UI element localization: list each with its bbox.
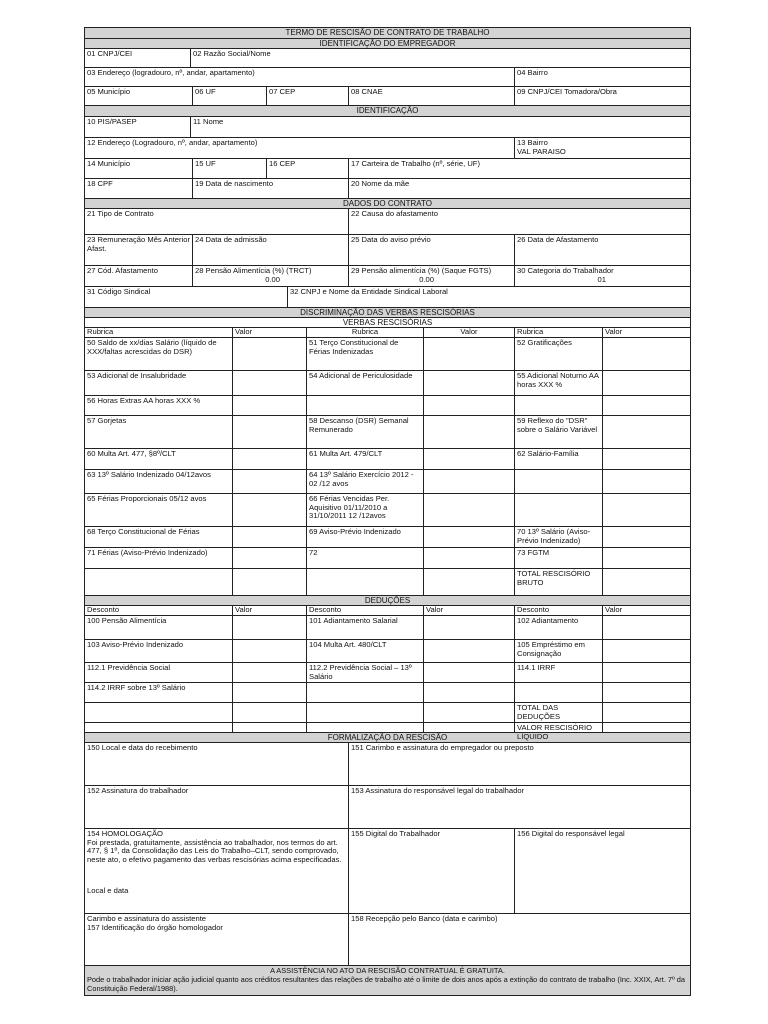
field-17-carteira[interactable] xyxy=(349,159,690,179)
field-03-endereco[interactable] xyxy=(85,68,515,87)
verbas-section-header: DISCRIMINAÇÃO DAS VERBAS RESCISÓRIAS xyxy=(85,308,690,318)
verba-v54[interactable]: 54 Adicional de Periculosidade xyxy=(307,371,424,396)
verba-empty-cell[interactable] xyxy=(515,396,603,416)
field-label: 05 Município xyxy=(87,87,131,96)
field-157-orgao-homologador[interactable] xyxy=(85,914,349,966)
field-label: 153 Assinatura do responsável legal do trabalhador xyxy=(351,786,525,795)
verba-empty-cell[interactable] xyxy=(307,396,424,416)
deducao-value-cell[interactable] xyxy=(424,640,515,663)
verba-value-cell[interactable] xyxy=(424,396,515,416)
field-label: 152 Assinatura do trabalhador xyxy=(87,786,189,795)
verba-v59[interactable]: 59 Reflexo do "DSR" sobre o Salário Variável xyxy=(515,416,603,449)
footer-notice xyxy=(85,966,690,995)
verba-value-cell[interactable] xyxy=(233,371,307,396)
field-24-admissao[interactable] xyxy=(193,235,349,266)
deducao-value-cell[interactable] xyxy=(233,640,307,663)
field-label: 32 CNPJ e Nome da Entidade Sindical Laboral xyxy=(290,287,448,296)
field-151-carimbo-empregador[interactable] xyxy=(349,743,690,786)
field-20-nome-mae[interactable] xyxy=(349,179,690,199)
field-label: 27 Cód. Afastamento xyxy=(87,266,158,275)
verba-v66[interactable]: 66 Férias Vencidas Per. Aquisitivo 01/11/2010 a 31/10/2011 12 /12avos xyxy=(307,494,424,527)
verba-value-cell[interactable] xyxy=(603,569,690,596)
field-06-uf[interactable] xyxy=(193,87,267,106)
col-desconto: Desconto xyxy=(85,606,233,616)
field-13-bairro[interactable] xyxy=(515,138,690,159)
col-valor: Valor xyxy=(233,606,307,616)
field-29-pensao-fgts[interactable] xyxy=(349,266,515,287)
field-label: 01 CNPJ/CEI xyxy=(87,49,133,58)
pensao-fgts-value: 0.00 xyxy=(419,274,434,284)
field-12-endereco[interactable] xyxy=(85,138,515,159)
verba-value-cell[interactable] xyxy=(603,338,690,371)
field-158-recepcao-banco[interactable] xyxy=(349,914,690,966)
worker-section-header: IDENTIFICAÇÃO xyxy=(85,106,690,117)
col-desconto: Desconto xyxy=(307,606,424,616)
deducao-empty-cell[interactable] xyxy=(307,683,424,703)
field-153-responsavel-legal[interactable] xyxy=(349,786,690,829)
verba-value-cell[interactable] xyxy=(603,396,690,416)
verba-value-cell[interactable] xyxy=(424,548,515,569)
verba-value-cell[interactable] xyxy=(233,494,307,527)
verba-v64[interactable]: 64 13º Salário Exercício 2012 - 02 /12 avos xyxy=(307,470,424,494)
field-label: 06 UF xyxy=(195,87,216,96)
field-label: 12 Endereço (Logradouro, nº, andar, apartamento) xyxy=(87,138,258,147)
field-label: 25 Data do aviso prévio xyxy=(351,235,431,244)
verba-value-cell[interactable] xyxy=(233,569,307,596)
field-label: 31 Código Sindical xyxy=(87,287,151,296)
verba-empty-cell[interactable] xyxy=(515,470,603,494)
deducao-value-cell[interactable] xyxy=(603,616,690,640)
field-11-nome[interactable] xyxy=(191,117,690,138)
field-label: 09 CNPJ/CEI Tomadora/Obra xyxy=(517,87,617,96)
verba-v55[interactable]: 55 Adicional Noturno AA horas XXX % xyxy=(515,371,603,396)
verba-value-cell[interactable] xyxy=(424,569,515,596)
deducao-value-cell[interactable] xyxy=(603,640,690,663)
deducao-value-cell[interactable] xyxy=(603,683,690,703)
verba-empty-cell[interactable] xyxy=(307,569,424,596)
field-152-assinatura-trabalhador[interactable] xyxy=(85,786,349,829)
verba-v73[interactable]: 73 FGTM xyxy=(515,548,603,569)
col-valor: Valor xyxy=(424,328,515,338)
field-22-causa[interactable] xyxy=(349,209,690,235)
verba-v62[interactable]: 62 Salário-Família xyxy=(515,449,603,470)
deducao-d101[interactable]: 101 Adiantamento Salarial xyxy=(307,616,424,640)
verba-empty-cell[interactable] xyxy=(85,569,233,596)
categoria-value: 01 xyxy=(597,274,606,284)
verba-v52[interactable]: 52 Gratificações xyxy=(515,338,603,371)
deducao-d112-1[interactable]: 112.1 Previdência Social xyxy=(85,663,233,683)
field-label: 24 Data de admissão xyxy=(195,235,267,244)
verba-v68[interactable]: 68 Terço Constitucional de Férias xyxy=(85,527,233,548)
verba-v60[interactable]: 60 Multa Art. 477, §8º/CLT xyxy=(85,449,233,470)
field-label: 155 Digital do Trabalhador xyxy=(351,829,441,838)
formalizacao-section-header: FORMALIZAÇÃO DA RESCISÃO xyxy=(85,733,690,743)
deducao-d114-2[interactable]: 114.2 IRRF sobre 13º Salário xyxy=(85,683,233,703)
field-label: 08 CNAE xyxy=(351,87,383,96)
deducao-empty-cell[interactable] xyxy=(307,723,424,733)
field-155-digital-trabalhador[interactable] xyxy=(349,829,515,914)
verba-v57[interactable]: 57 Gorjetas xyxy=(85,416,233,449)
verba-value-cell[interactable] xyxy=(424,416,515,449)
col-valor: Valor xyxy=(603,606,690,616)
footer-text: Pode o trabalhador iniciar ação judicial quanto aos créditos resultantes das relações de trabalho até o limite de dois anos após a extinção do contrato de trabalho (Inc. XXIX, Art. 7º da Constituição Federal/1988). xyxy=(87,975,686,993)
deducao-value-cell[interactable] xyxy=(424,616,515,640)
field-154-homologacao[interactable] xyxy=(85,829,349,914)
verba-value-cell[interactable] xyxy=(233,548,307,569)
field-08-cnae[interactable] xyxy=(349,87,515,106)
form-title: TERMO DE RESCISÃO DE CONTRATO DE TRABALHO xyxy=(85,28,690,39)
field-label: 21 Tipo de Contrato xyxy=(87,209,154,218)
field-label: 23 Remuneração Mês Anterior Afast. xyxy=(87,235,190,253)
col-valor: Valor xyxy=(233,328,307,338)
col-rubrica: Rubrica xyxy=(307,328,424,338)
verba-value-cell[interactable] xyxy=(233,449,307,470)
verba-value-cell[interactable] xyxy=(233,527,307,548)
verba-empty-cell[interactable] xyxy=(515,494,603,527)
deducao-value-cell[interactable] xyxy=(603,663,690,683)
field-09-cnpj-tomadora[interactable] xyxy=(515,87,690,106)
field-19-nascimento[interactable] xyxy=(193,179,349,199)
field-04-bairro[interactable] xyxy=(515,68,690,87)
field-label: 07 CEP xyxy=(269,87,296,96)
verba-v53[interactable]: 53 Adicional de Insalubridade xyxy=(85,371,233,396)
deducao-value-cell[interactable] xyxy=(603,723,690,733)
field-25-aviso-previo[interactable] xyxy=(349,235,515,266)
verba-value-cell[interactable] xyxy=(424,470,515,494)
deducao-d103[interactable]: 103 Aviso-Prévio Indenizado xyxy=(85,640,233,663)
field-31-codigo-sindical[interactable] xyxy=(85,287,288,308)
deducao-value-cell[interactable] xyxy=(424,663,515,683)
field-07-cep[interactable] xyxy=(267,87,349,106)
col-valor: Valor xyxy=(603,328,690,338)
field-label: 150 Local e data do recebimento xyxy=(87,743,198,752)
verba-value-cell[interactable] xyxy=(233,470,307,494)
verba-v70[interactable]: 70 13º Salário (Aviso-Prévio Indenizado) xyxy=(515,527,603,548)
field-02-razao-social[interactable] xyxy=(191,49,690,68)
verba-v56[interactable]: 56 Horas Extras AA horas XXX % xyxy=(85,396,233,416)
deducao-d100[interactable]: 100 Pensão Alimentícia xyxy=(85,616,233,640)
field-label: 03 Endereço (logradouro, nº, andar, apartamento) xyxy=(87,68,255,77)
field-150-local-data[interactable] xyxy=(85,743,349,786)
carimbo-assistente-label: Carimbo e assinatura do assistente xyxy=(87,914,207,923)
verba-v51[interactable]: 51 Terço Constitucional de Férias Indenizadas xyxy=(307,338,424,371)
field-05-municipio[interactable] xyxy=(85,87,193,106)
field-label: 10 PIS/PASEP xyxy=(87,117,137,126)
field-label: 04 Bairro xyxy=(517,68,548,77)
verba-total-bruto[interactable]: TOTAL RESCISÓRIO BRUTO xyxy=(515,569,603,596)
field-21-tipo-contrato[interactable] xyxy=(85,209,349,235)
deducao-value-cell[interactable] xyxy=(424,683,515,703)
verba-value-cell[interactable] xyxy=(603,371,690,396)
local-data-label: Local e data xyxy=(87,886,129,895)
contract-section-header: DADOS DO CONTRATO xyxy=(85,199,690,209)
field-label: 02 Razão Social/Nome xyxy=(193,49,271,58)
deducao-d114-1[interactable]: 114.1 IRRF xyxy=(515,663,603,683)
field-32-entidade-sindical[interactable] xyxy=(288,287,690,308)
deducao-value-cell[interactable] xyxy=(233,723,307,733)
deducao-d102[interactable]: 102 Adiantamento xyxy=(515,616,603,640)
deducao-empty-cell[interactable] xyxy=(85,703,233,723)
field-label: 30 Categoria do Trabalhador xyxy=(517,266,614,275)
field-18-cpf[interactable] xyxy=(85,179,193,199)
deducao-value-cell[interactable] xyxy=(233,683,307,703)
bairro-value: VAL PARAISO xyxy=(517,146,566,156)
field-label: 156 Digital do responsável legal xyxy=(517,829,625,838)
deducao-valor-liquido[interactable]: VALOR RESCISÓRIO LÍQUIDO xyxy=(515,723,603,733)
field-30-categoria[interactable] xyxy=(515,266,690,287)
deducao-value-cell[interactable] xyxy=(424,703,515,723)
verba-value-cell[interactable] xyxy=(603,416,690,449)
field-label: 14 Município xyxy=(87,159,131,168)
deducao-empty-cell[interactable] xyxy=(307,703,424,723)
deducao-d112-2[interactable]: 112.2 Previdência Social – 13º Salário xyxy=(307,663,424,683)
verba-value-cell[interactable] xyxy=(233,396,307,416)
verba-v58[interactable]: 58 Descanso (DSR) Semanal Remunerado xyxy=(307,416,424,449)
deducao-empty-cell[interactable] xyxy=(85,723,233,733)
field-15-uf[interactable] xyxy=(193,159,267,179)
pensao-trct-value: 0.00 xyxy=(265,274,280,284)
verba-value-cell[interactable] xyxy=(424,494,515,527)
verba-v50[interactable]: 50 Saldo de xx/dias Salário (líquido de XXX/faltas acrescidas do DSR) xyxy=(85,338,233,371)
trct-form xyxy=(84,27,691,996)
verba-value-cell[interactable] xyxy=(603,548,690,569)
deducao-empty-cell[interactable] xyxy=(515,683,603,703)
verba-value-cell[interactable] xyxy=(603,449,690,470)
field-14-municipio[interactable] xyxy=(85,159,193,179)
field-156-digital-responsavel[interactable] xyxy=(515,829,690,914)
verba-value-cell[interactable] xyxy=(424,371,515,396)
col-rubrica: Rubrica xyxy=(515,328,603,338)
field-27-cod-afastamento[interactable] xyxy=(85,266,193,287)
col-desconto: Desconto xyxy=(515,606,603,616)
field-label: 13 Bairro xyxy=(517,138,548,147)
field-01-cnpj[interactable] xyxy=(85,49,191,68)
deducao-value-cell[interactable] xyxy=(424,723,515,733)
verba-value-cell[interactable] xyxy=(603,494,690,527)
verba-value-cell[interactable] xyxy=(603,527,690,548)
homologacao-title: 154 HOMOLOGAÇÃO xyxy=(87,829,163,838)
deducao-value-cell[interactable] xyxy=(233,703,307,723)
deducao-value-cell[interactable] xyxy=(603,703,690,723)
verba-value-cell[interactable] xyxy=(424,449,515,470)
verba-v71[interactable]: 71 Férias (Aviso-Prévio Indenizado) xyxy=(85,548,233,569)
field-16-cep[interactable] xyxy=(267,159,349,179)
deducao-value-cell[interactable] xyxy=(233,663,307,683)
deducoes-section-header: DEDUÇÕES xyxy=(85,596,690,606)
verba-value-cell[interactable] xyxy=(603,470,690,494)
field-label: 158 Recepção pelo Banco (data e carimbo) xyxy=(351,914,498,923)
verba-value-cell[interactable] xyxy=(233,416,307,449)
field-label: 15 UF xyxy=(195,159,216,168)
field-26-afastamento[interactable] xyxy=(515,235,690,266)
verba-v72[interactable]: 72 xyxy=(307,548,424,569)
employer-section-header: IDENTIFICAÇÃO DO EMPREGADOR xyxy=(85,39,690,49)
field-28-pensao-trct[interactable] xyxy=(193,266,349,287)
verba-v69[interactable]: 69 Aviso-Prévio Indenizado xyxy=(307,527,424,548)
deducao-d105[interactable]: 105 Empréstimo em Consignação xyxy=(515,640,603,663)
deducao-value-cell[interactable] xyxy=(233,616,307,640)
field-label: 18 CPF xyxy=(87,179,113,188)
verba-v61[interactable]: 61 Multa Art. 479/CLT xyxy=(307,449,424,470)
field-label: 151 Carimbo e assinatura do empregador ou preposto xyxy=(351,743,534,752)
field-label: 26 Data de Afastamento xyxy=(517,235,599,244)
verba-v65[interactable]: 65 Férias Proporcionais 05/12 avos xyxy=(85,494,233,527)
field-23-remuneracao[interactable] xyxy=(85,235,193,266)
verba-v63[interactable]: 63 13º Salário Indenizado 04/12avos xyxy=(85,470,233,494)
col-valor: Valor xyxy=(424,606,515,616)
homologacao-text: Foi prestada, gratuitamente, assistência ao trabalhador, nos termos do art. 477, § 1º, da Consolidação das Leis do Trabalho–CLT, sendo comprovado, neste ato, o efetivo pagamento das verbas rescisórias acima especificadas. xyxy=(87,837,342,864)
field-label: 28 Pensão Alimentícia (%) (TRCT) xyxy=(195,266,312,275)
field-label: 11 Nome xyxy=(193,117,224,126)
verbas-subsection-header: VERBAS RESCISÓRIAS xyxy=(85,318,690,328)
field-label: 19 Data de nascimento xyxy=(195,179,274,188)
col-rubrica: Rubrica xyxy=(85,328,233,338)
verba-value-cell[interactable] xyxy=(424,527,515,548)
field-label: 17 Carteira de Trabalho (nº, série, UF) xyxy=(351,159,480,168)
footer-title: A ASSISTÊNCIA NO ATO DA RESCISÃO CONTRATUAL É GRATUITA. xyxy=(270,966,505,975)
field-10-pis[interactable] xyxy=(85,117,191,138)
field-label: 29 Pensão alimentícia (%) (Saque FGTS) xyxy=(351,266,492,275)
field-label: 20 Nome da mãe xyxy=(351,179,410,188)
verba-value-cell[interactable] xyxy=(424,338,515,371)
field-label: 22 Causa do afastamento xyxy=(351,209,438,218)
deducao-total-deducoes[interactable]: TOTAL DAS DEDUÇÕES xyxy=(515,703,603,723)
field-label: 16 CEP xyxy=(269,159,296,168)
verba-value-cell[interactable] xyxy=(233,338,307,371)
deducao-d104[interactable]: 104 Multa Art. 480/CLT xyxy=(307,640,424,663)
field-label: 157 Identificação do órgão homologador xyxy=(87,922,223,932)
